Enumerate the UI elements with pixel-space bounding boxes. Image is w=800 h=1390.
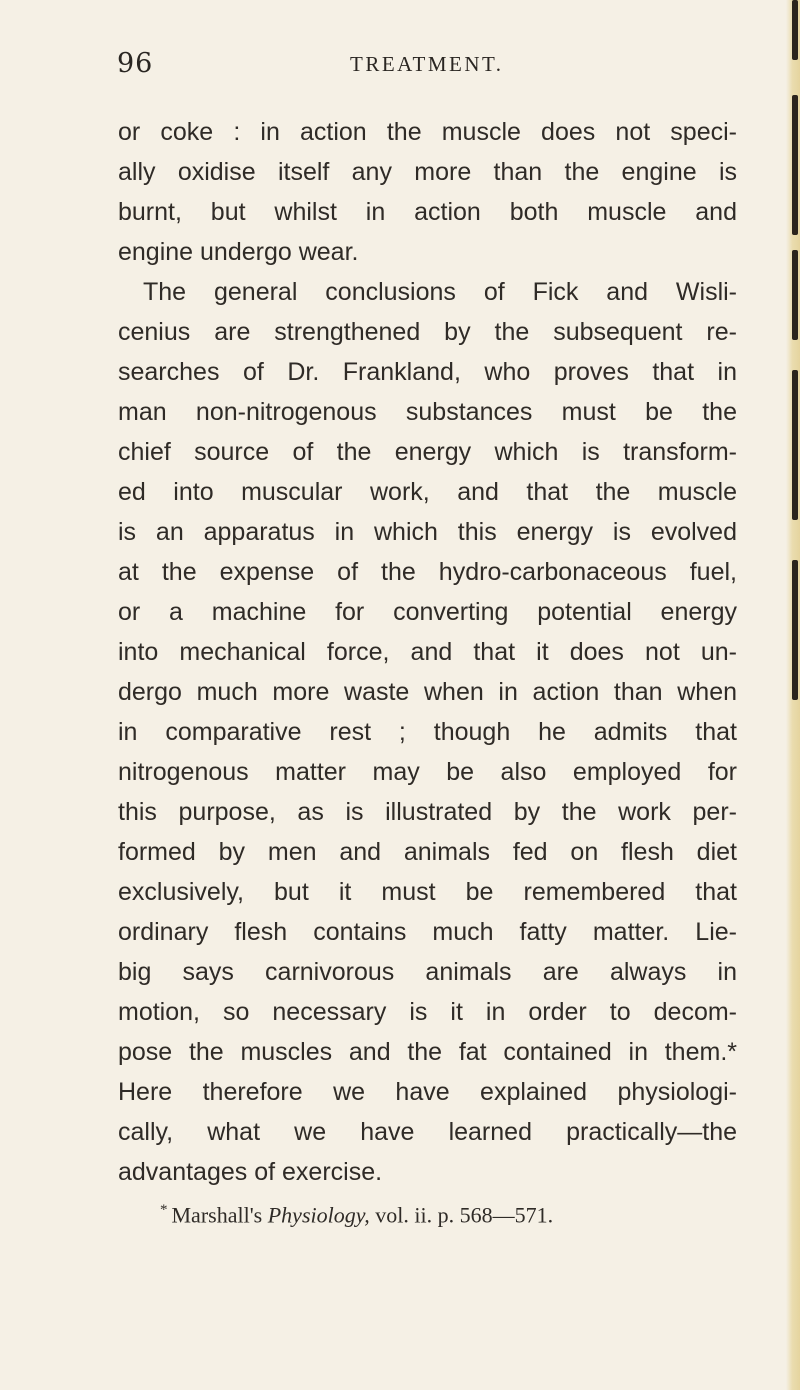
text-line: dergo much more waste when in action than when <box>118 678 737 706</box>
text-line: engine undergo wear. <box>118 238 359 266</box>
text-line: Here therefore we have explained physiologi- <box>118 1078 737 1106</box>
text-line: The general conclusions of Fick and Wisli- <box>143 278 737 306</box>
text-line: cenius are strengthened by the subsequent re- <box>118 318 737 346</box>
text-line: formed by men and animals fed on flesh diet <box>118 838 737 866</box>
text-line: at the expense of the hydro-carbonaceous fuel, <box>118 558 737 586</box>
text-line: or a machine for converting potential energy <box>118 598 737 626</box>
footnote-mark: * <box>160 1202 168 1218</box>
page-number: 96 <box>117 48 154 79</box>
footnote-author: Marshall's <box>171 1202 268 1228</box>
text-line: exclusively, but it must be remembered that <box>118 878 737 906</box>
footnote <box>160 1195 760 1230</box>
text-line: searches of Dr. Frankland, who proves that in <box>118 358 737 386</box>
text-line: big says carnivorous animals are always in <box>118 958 737 986</box>
text-line: cally, what we have learned practically—the <box>118 1118 737 1146</box>
text-line: or coke : in action the muscle does not speci- <box>118 118 737 146</box>
text-line: advantages of exercise. <box>118 1158 383 1186</box>
text-line: burnt, but whilst in action both muscle and <box>118 198 737 226</box>
page-edge-shadow <box>792 370 798 520</box>
page-edge-shadow <box>792 0 798 60</box>
footnote-title: Physiology, <box>267 1202 370 1228</box>
text-line: ordinary flesh contains much fatty matter. Lie- <box>118 918 737 946</box>
page-edge-shadow <box>792 560 798 700</box>
text-line: ed into muscular work, and that the muscle <box>118 478 737 506</box>
text-line: is an apparatus in which this energy is evolved <box>118 518 737 546</box>
text-line: into mechanical force, and that it does not un- <box>118 638 737 666</box>
footnote-citation: vol. ii. p. 568—571. <box>369 1202 554 1228</box>
text-line: man non-nitrogenous substances must be the <box>118 398 737 426</box>
page-edge-shadow <box>792 95 798 235</box>
page-edge-shadow <box>792 250 798 340</box>
text-line: this purpose, as is illustrated by the work per- <box>118 798 737 826</box>
page-edge <box>786 0 800 1390</box>
running-head: TREATMENT. <box>350 52 504 76</box>
text-line: motion, so necessary is it in order to decom- <box>118 998 737 1026</box>
text-line: pose the muscles and the fat contained in them.* <box>118 1038 737 1066</box>
text-line: chief source of the energy which is transform- <box>118 438 737 466</box>
text-line: nitrogenous matter may be also employed for <box>118 758 737 786</box>
page-header <box>117 48 737 88</box>
text-line: ally oxidise itself any more than the engine is <box>118 158 737 186</box>
text-line: in comparative rest ; though he admits that <box>118 718 737 746</box>
